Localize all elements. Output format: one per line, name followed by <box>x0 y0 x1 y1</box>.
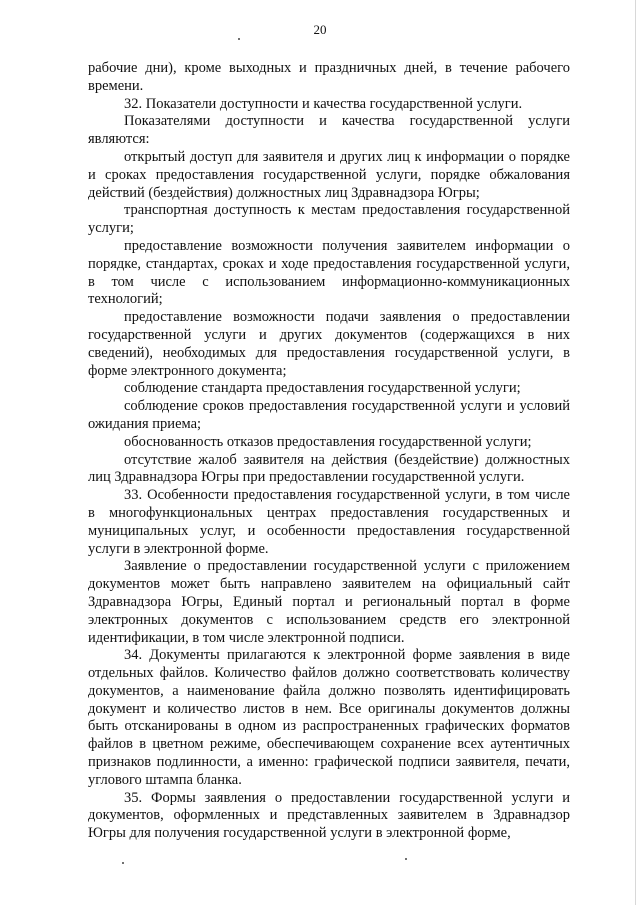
scan-edge-line <box>635 0 636 905</box>
scan-speck <box>405 858 407 860</box>
paragraph: соблюдение сроков предоставления государственной услуги и условий ожидания приема; <box>88 398 570 432</box>
paragraph: открытый доступ для заявителя и других лиц к информации о порядке и сроках предоставления государственной услуги, порядке обжалования действий (бездействия) должностных лиц Здравнадзора Югры; <box>88 148 570 201</box>
paragraph: рабочие дни), кроме выходных и праздничных дней, в течение рабочего времени. <box>88 60 570 94</box>
paragraph: 35. Формы заявления о предоставлении государственной услуги и документов, оформленных и представленных заявителем в Здравнадзор Югры для получения государственной услуги в электронной форме, <box>88 789 570 842</box>
scan-speck <box>122 862 124 864</box>
paragraph: Показателями доступности и качества государственной услуги являются: <box>88 113 570 148</box>
paragraph: отсутствие жалоб заявителя на действия (бездействие) должностных лиц Здравнадзора Югры при предоставлении государственной услуги. <box>88 451 570 486</box>
paragraph: 34. Документы прилагаются к электронной форме заявления в виде отдельных файлов. Количество файлов должно соответствовать количеству документов, а наименование файла должно позволять идентифицировать документ и количество листов в нем. Все оригиналы документов должны быть отсканированы в одном из распространенных графических форматов файлов в цветном режиме, обеспечивающем сохранение всех аутентичных признаков подлинности, а именно: графической подписи заявителя, печати, углового штампа бланка. <box>88 647 570 788</box>
paragraph: предоставление возможности получения заявителем информации о порядке, стандартах, сроках и ходе предоставления государственной услуги, в том числе с использованием информационно-коммуникационных технологий; <box>88 237 570 308</box>
scan-speck <box>238 38 240 40</box>
paragraph: Заявление о предоставлении государственной услуги с приложением документов может быть направлено заявителем на официальный сайт Здравнадзора Югры, Единый портал и региональный портал в форме электронных документов с использованием средств его электронной идентификации, в том числе электронной подписи. <box>88 558 570 646</box>
page-number: 20 <box>313 22 327 37</box>
paragraph: соблюдение стандарта предоставления государственной услуги; <box>124 380 521 397</box>
paragraph: 33. Особенности предоставления государственной услуги, в том числе в многофункциональных центрах предоставления государственных и муниципальных услуг, и особенности предоставления государственной услуги в электронной форме. <box>88 487 570 557</box>
paragraph: транспортная доступность к местам предоставления государственной услуги; <box>88 202 570 237</box>
paragraph: обоснованность отказов предоставления государственной услуги; <box>124 433 532 450</box>
paragraph: предоставление возможности подачи заявления о предоставлении государственной услуги и других документов (содержащихся в них сведений), необходимых для предоставления государственной услуги, в форме электронного документа; <box>88 309 570 379</box>
document-body <box>88 60 570 843</box>
paragraph: 32. Показатели доступности и качества государственной услуги. <box>124 95 523 112</box>
